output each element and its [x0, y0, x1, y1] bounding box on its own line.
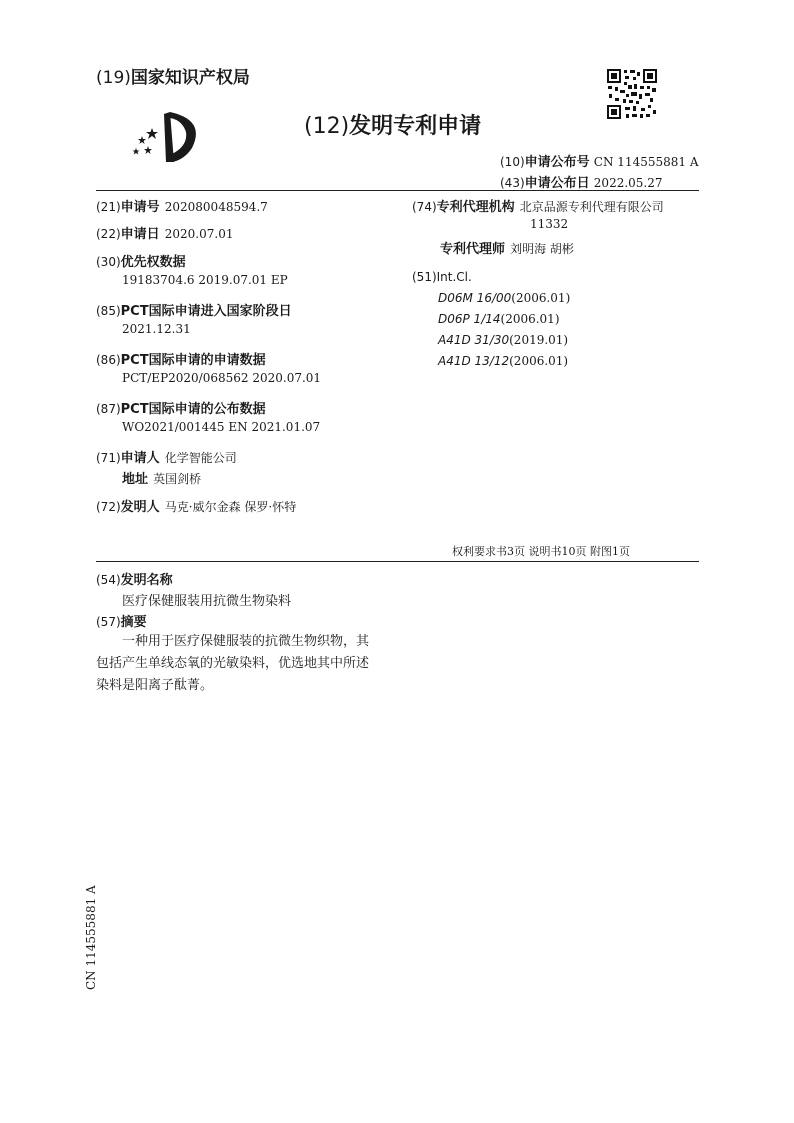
- pct-app-label: PCT国际申请的申请数据: [120, 353, 266, 368]
- agency-line: [412, 196, 664, 215]
- app-date-label: 申请日: [120, 227, 160, 242]
- agency-code: (74): [412, 200, 437, 214]
- pct-app-code: (86): [96, 353, 121, 367]
- agency-value: 北京品源专利代理有限公司: [519, 200, 664, 214]
- pub-no-line: [500, 151, 699, 170]
- address-line: [122, 468, 201, 487]
- intcl-item: [438, 308, 560, 327]
- pub-date-code: (43): [500, 176, 525, 190]
- priority-label: 优先权数据: [120, 255, 186, 270]
- pct-pub-value: WO2021/001445 EN 2021.01.07: [122, 420, 321, 434]
- agent-value: 刘明海 胡彬: [510, 242, 574, 256]
- intcl-item: [438, 350, 568, 369]
- inventor-code: (72): [96, 500, 121, 514]
- applicant-label: 申请人: [120, 451, 160, 466]
- inventor-line: [96, 496, 296, 515]
- intcl-code: (51): [412, 270, 437, 284]
- pub-no-value: CN 114555881 A: [593, 155, 699, 169]
- pages-info: 权利要求书3页 说明书10页 附图1页: [452, 545, 630, 558]
- inventor-value: 马克·威尔金森 保罗·怀特: [164, 500, 297, 514]
- pct-app-line: [96, 349, 266, 368]
- doc-kind-code: (12): [304, 114, 350, 139]
- abstract-label: 摘要: [120, 615, 147, 630]
- intcl-item: [438, 287, 570, 306]
- pub-date-line: [500, 172, 663, 191]
- title-label: 发明名称: [120, 573, 173, 588]
- office-name: 国家知识产权局: [130, 68, 250, 88]
- intcl-line: [412, 266, 472, 285]
- app-date-line: [96, 223, 233, 242]
- title-line: [96, 569, 173, 588]
- priority-value: 19183704.6 2019.07.01 EP: [122, 273, 288, 287]
- app-no-value: 202080048594.7: [164, 200, 268, 214]
- intcl-version: (2006.01): [500, 312, 560, 326]
- intcl-version: (2019.01): [509, 333, 569, 347]
- side-pub-number: CN 114555881 A: [84, 885, 98, 990]
- doc-kind: 发明专利申请: [349, 114, 482, 139]
- pub-date-value: 2022.05.27: [593, 176, 663, 190]
- priority-line: [96, 251, 186, 270]
- intcl-label: Int.Cl.: [436, 270, 472, 284]
- pct-entry-line: [96, 300, 292, 319]
- address-label: 地址: [122, 472, 149, 487]
- pages-rule: [96, 561, 699, 562]
- pct-pub-code: (87): [96, 402, 121, 416]
- qr-code: [606, 68, 658, 120]
- agent-line: [440, 238, 574, 257]
- intcl-version: (2006.01): [511, 291, 571, 305]
- applicant-value: 化学智能公司: [164, 451, 237, 465]
- app-date-code: (22): [96, 227, 121, 241]
- pub-date-label: 申请公布日: [524, 176, 590, 191]
- intcl-class: A41D 31/30: [438, 333, 510, 347]
- priority-code: (30): [96, 255, 121, 269]
- pct-entry-code: (85): [96, 304, 121, 318]
- office-line: [96, 63, 250, 88]
- abstract-code: (57): [96, 615, 121, 629]
- applicant-line: [96, 447, 237, 466]
- intcl-class: D06P 1/14: [438, 312, 501, 326]
- agent-label: 专利代理师: [440, 242, 506, 257]
- pub-no-code: (10): [500, 155, 525, 169]
- invention-title: 医疗保健服装用抗微生物染料: [122, 594, 292, 609]
- office-code: (19): [96, 68, 131, 88]
- intcl-class: D06M 16/00: [438, 291, 512, 305]
- app-no-line: [96, 196, 268, 215]
- address-value: 英国剑桥: [153, 472, 202, 486]
- pct-entry-label: PCT国际申请进入国家阶段日: [120, 304, 292, 319]
- app-no-code: (21): [96, 200, 121, 214]
- abstract-text-line: 染料是阳离子酞菁。: [96, 678, 214, 693]
- title-code: (54): [96, 573, 121, 587]
- pct-app-value: PCT/EP2020/068562 2020.07.01: [122, 371, 322, 385]
- intcl-item: [438, 329, 568, 348]
- abstract-text-line: 一种用于医疗保健服装的抗微生物织物，其: [122, 634, 370, 649]
- inventor-label: 发明人: [120, 500, 160, 515]
- abstract-line: [96, 611, 147, 630]
- pct-entry-value: 2021.12.31: [122, 322, 191, 336]
- applicant-code: (71): [96, 451, 121, 465]
- pct-pub-line: [96, 398, 266, 417]
- app-date-value: 2020.07.01: [164, 227, 234, 241]
- header-rule: [96, 190, 699, 191]
- agency-label: 专利代理机构: [436, 200, 515, 215]
- doc-kind-line: [304, 109, 481, 140]
- cnipa-logo: [130, 110, 206, 166]
- pub-no-label: 申请公布号: [524, 155, 590, 170]
- pct-pub-label: PCT国际申请的公布数据: [120, 402, 266, 417]
- intcl-version: (2006.01): [509, 354, 569, 368]
- app-no-label: 申请号: [120, 200, 160, 215]
- intcl-class: A41D 13/12: [438, 354, 510, 368]
- agency-code-number: 11332: [530, 217, 569, 231]
- abstract-text-line: 包括产生单线态氧的光敏染料，优选地其中所述: [96, 656, 370, 671]
